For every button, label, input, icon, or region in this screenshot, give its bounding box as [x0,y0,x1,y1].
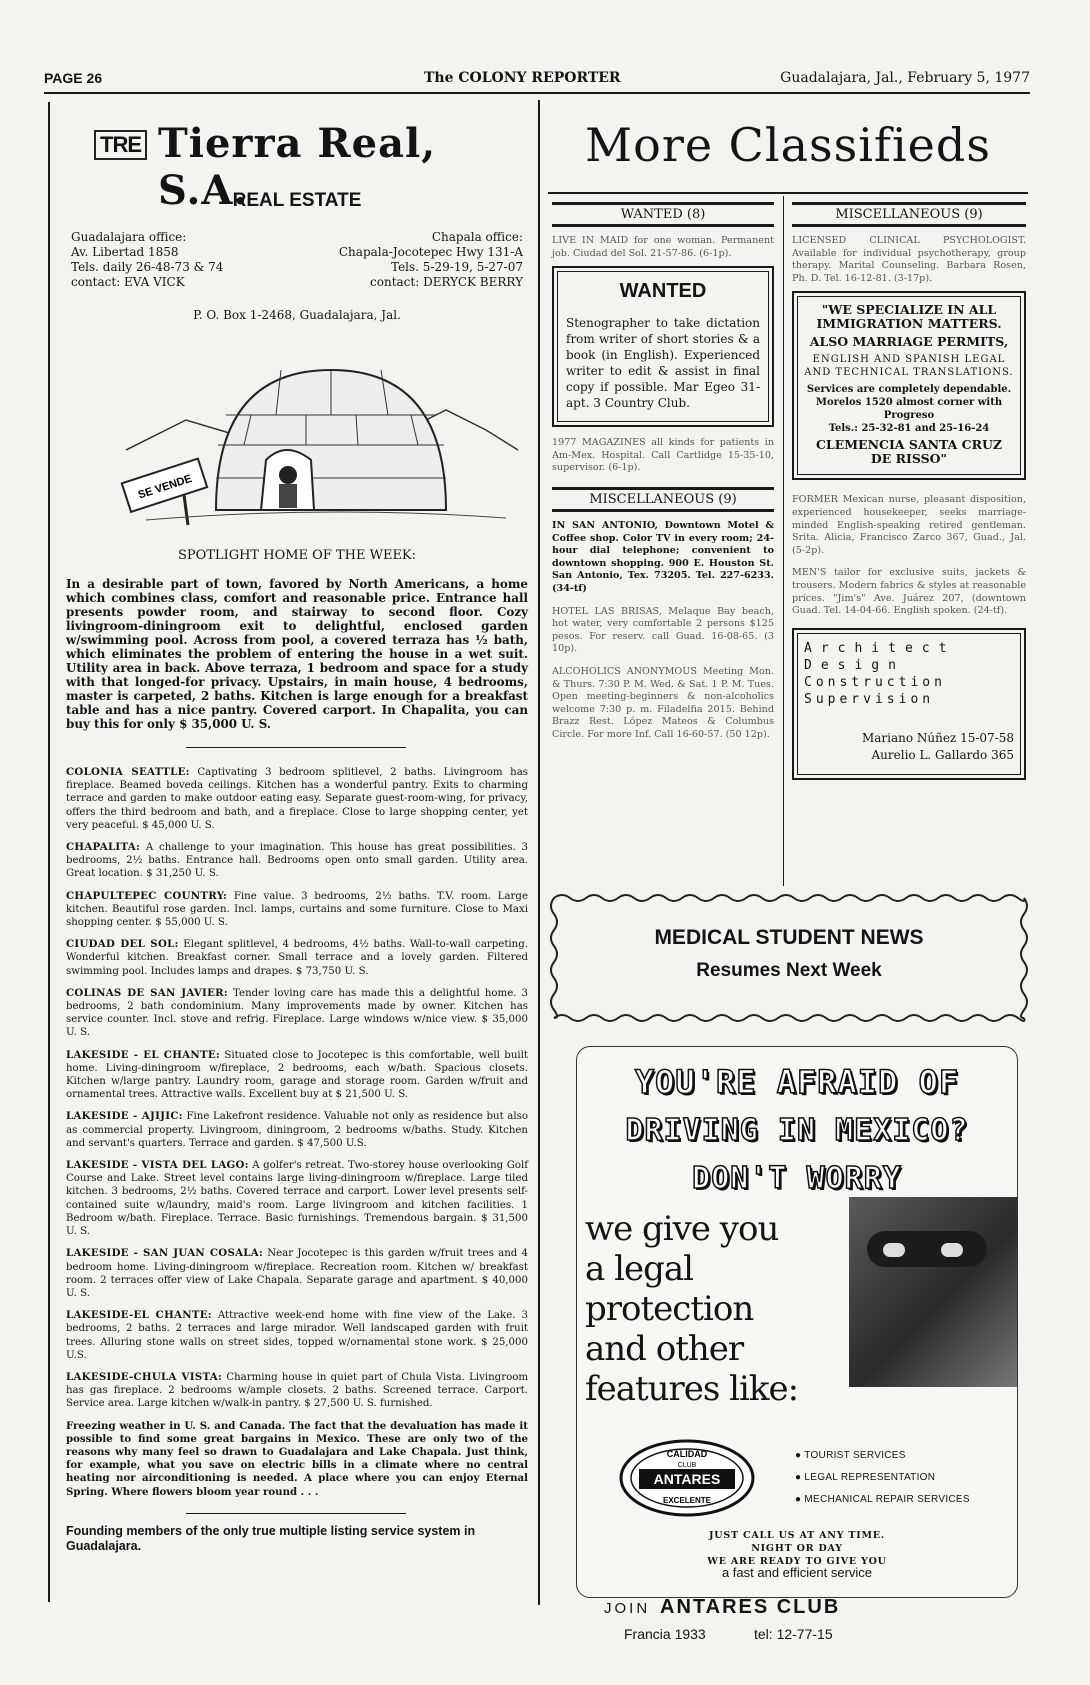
spotlight-title: SPOTLIGHT HOME OF THE WEEK: [177,548,417,563]
ad-headline-1: YOU'RE AFRAID OF [634,1063,960,1101]
immigration-line2: ALSO MARRIAGE PERMITS, [809,334,1009,350]
ad-body-line4: and other [585,1329,744,1369]
chapala-office-contact: contact: DERYCK BERRY [370,275,523,289]
ad-body-line3: protection [585,1289,754,1329]
antares-ad [576,1046,1018,1598]
ad-alcoholics-anonymous: ALCOHOLICS ANONYMOUS Meeting Mon. & Thurs. 7:30 P. M. Wed. & Sat. 1 P. M. Tues. Open meeting-beginners & non-alcoholics welcome 7:30 p. m. Filadelfia 2015. Behind Brazz Rest. López Mateos & Columbus Circle. For more Inf. Call 16-60-57. (50 12p). [552,665,774,740]
ad-body-line5: features like: [585,1369,799,1409]
chapala-office-address: Chapala-Jocotepec Hwy 131-A [338,245,523,259]
architect-line1: Architect [804,640,956,656]
feature-item: ● LEGAL REPRESENTATION [795,1472,936,1483]
listing: CHAPULTEPEC COUNTRY: Fine value. 3 bedrooms, 2½ baths. T.V. room. Large kitchen. Beautiful rose garden. Incl. lamps, curtains and some furniture. Close to Maxi shopping center. $ 55,000 U. S. [66,889,528,929]
gdl-office-address: Av. Libertad 1858 [71,245,179,259]
left-border [48,102,58,1602]
classifieds-title: More Classifieds [585,118,991,172]
listing: LAKESIDE - EL CHANTE: Situated close to Jocotepec is this comfortable, well built home. Living-diningroom w/fireplace, 2 bedrooms, each w/bath. Spacious closets. Kitchen w/large pantry. Laundry room, garage and storage room. Garden w/fruit and ornamental trees. Attractive walls. Excellent buy at $ 21,500 U. S. [66,1048,529,1101]
page-number: PAGE 26 [44,70,103,86]
ad-body-line2: a legal [585,1249,693,1289]
ad-magazines: 1977 MAGAZINES all kinds for patients in Am-Mex. Hospital. Call Cartlidge 15-35-10, supervisor. (6-1p). [552,437,774,474]
medical-news-subtitle: Resumes Next Week [696,960,882,981]
badge-club-text: CLUB [677,1462,697,1469]
ad-telephone: tel: 12-77-15 [754,1626,833,1642]
column-divider [538,100,540,1605]
listing: LAKESIDE - SAN JUAN COSALA: Near Jocotepec is this garden w/fruit trees and 4 bedroom home. Living-diningroom w/fireplace. Recreation room. Kitchen w/ breakfast room. 2 terraces offer view of Lake Chapala. Separate garage and apartment. $ 40,000 U. S. [66,1247,528,1299]
badge-bottom-text: EXCELENTE [662,1496,712,1505]
antares-badge [617,1437,757,1519]
spotlight-divider [186,747,406,748]
freezing-paragraph: Freezing weather in U. S. and Canada. The fact that the devaluation has made it possible to find some great bargains in Mexico. These are only two of the reasons why many feel so drawn to Guadalajara and Lake Chapala. Just think, for example, what you save on electric bills in a climate where no central heating nor airconditioning is needed. A place where you can enjoy Eternal Spring. Where flowers bloom year round . . . [66,1419,528,1498]
listing: CIUDAD DEL SOL: Elegant splitlevel, 4 bedrooms, 4½ baths. Wall-to-wall carpeting. Wonderful kitchen. Breakfast corner. Small terrace and a lovely garden. Filtered swimming pool. Includes lamps and drapes. $ 73,750 U. S. [66,938,528,977]
medical-news-title: MEDICAL STUDENT NEWS [654,926,924,949]
immigration-line4: Services are completely dependable. [806,384,1012,396]
cta-line2: NIGHT OR DAY [751,1543,843,1554]
wanted-box-title: WANTED [619,280,707,303]
office-block [66,230,528,338]
immigration-line7: CLEMENCIA SANTA CRUZ DE RISSO" [815,437,1003,467]
header-rule [44,92,1030,94]
paper-name: The COLONY REPORTER [424,70,621,86]
ad-licensed-psychologist: LICENSED CLINICAL PSYCHOLOGIST. Available for individual psychotherapy, group therapy. Marital Counseling. Barbara Rosen, Ph. D. Tel. 16-12-81. (3-17p). [792,235,1026,284]
badge-name-text: ANTARES [653,1471,721,1487]
company-logo: TRE [94,130,147,160]
listings [66,766,528,1499]
ad-cta [577,1529,1017,1568]
wanted-box-text: Stenographer to take dictation from writer of short stories & a book (in English). Experienced writer to edit & assist in final copy if possible. Mar Egeo 31-apt. 3 Country Club. [566,316,760,411]
gdl-office-contact: contact: EVA VICK [71,275,185,289]
listing: LAKESIDE - VISTA DEL LAGO: A golfer's retreat. Two-storey house overlooking Golf Course and Lake. Street level contains large living-diningroom w/fireplace. Large tiled kitchen. 3 bedrooms, 2½ baths. Covered terrace and carport. Lower level presents self-contained suite w/laundry, maid's room. Large livingroom and kitchen facilities. 1 Bedroom w/bath. Fireplace. Terrace. Basic furnishings. Tremendous bargain. $ 31,500 U. S. [66,1159,528,1238]
listing: LAKESIDE - AJIJIC: Fine Lakefront residence. Valuable not only as residence but also as commercial property. Livingroom, diningroom, 2 bedrooms w/baths. Study. Kitchen and servant's quarters. Terrace and garden. $ 47,500 U.S. [66,1110,528,1149]
gdl-office-label: Guadalajara office: [71,230,187,244]
ad-live-in-maid: LIVE IN MAID for one woman. Permanent job. Ciudad del Sol. 21-57-86. (6-1p). [552,235,774,259]
ad-las-brisas: HOTEL LAS BRISAS, Melaque Bay beach, hot water, very comfortable 2 persons $125 pesos. For reserv. call Guad. 16-08-65. (3 10p). [552,605,774,655]
badge-top-text: CALIDAD [666,1449,708,1459]
immigration-line6: Tels.: 25-32-81 and 25-16-24 [828,423,990,435]
dateline: Guadalajara, Jal., February 5, 1977 [780,70,1030,86]
listing: COLINAS DE SAN JAVIER: Tender loving care has made this a delightful home. 3 bedrooms, 2 bath condominium. Many improvements made by owner. Kitchen has service counter. Incl. stove and refrig. Fireplace. Large windows w/nice view. $ 35,000 U. S. [66,986,528,1039]
chapala-office-label: Chapala office: [431,230,523,244]
listing: LAKESIDE-CHULA VISTA: Charming house in quiet part of Chula Vista. Livingroom has gas fireplace. 2 bedrooms w/ample closets. 2 baths. Screened terrace. Carport. Service area. Large kitchen w/walk-in pantry. $ 27,500 U. S. furnished. [66,1370,529,1410]
ad-features [795,1445,970,1511]
title-rule [548,192,1028,194]
wanted-box [552,266,774,427]
misc-header: MISCELLANEOUS (9) [792,202,1026,227]
cta-line4: a fast and efficient service [721,1565,873,1580]
immigration-box [792,291,1026,480]
listing: CHAPALITA: A challenge to your imagination. This house has great possibilities. 3 bedrooms, 2½ baths. Entrance hall. Bedrooms open onto small garden. Utility area. Great location. $ 31,250 U. S. [66,841,528,880]
sub-column-b [792,202,1026,780]
listing: COLONIA SEATTLE: Captivating 3 bedroom splitlevel, 2 baths. Livingroom has fireplace. Beamed boveda ceilings. Kitchen has a wonderful pantry. Exits to charming terrace and garden to make outdoor eating easy. Separate guest-room-wing, for privacy, offers the third bedroom and bath, and a fireplace. Close to large shopping center, yet very peaceful. $ 45,000 U. S. [66,766,528,831]
ad-body-line1: we give you [585,1209,779,1249]
misc-header-2: MISCELLANEOUS (9) [552,487,774,512]
ad-headline-3: DON'T WORRY [692,1161,902,1196]
architect-box [792,628,1026,780]
po-box: P. O. Box 1-2468, Guadalajara, Jal. [193,308,401,322]
immigration-line5: Morelos 1520 almost corner with Progreso [815,397,1003,422]
founding-divider [186,1513,406,1514]
architect-name2: Aurelio L. Gallardo 365 [871,747,1014,762]
architect-line3: Construction [804,674,946,690]
ad-body [585,1209,798,1409]
igloo-illustration [66,340,528,536]
antares-club-name: ANTARES CLUB [660,1596,841,1618]
join-label: JOIN [604,1600,651,1617]
for-sale-sign-text: SE VENDE [136,472,194,502]
cta-line3: WE ARE READY TO GIVE YOU [707,1556,887,1567]
cta-line1: JUST CALL US AT ANY TIME. [708,1530,886,1541]
feature-item: ● TOURIST SERVICES [795,1450,906,1461]
spotlight-text: In a desirable part of town, favored by North Americans, a home which combines class, comfort and reasonable price. Entrance hall presents powder room, and stairway to second floor. Cozy livingroom-diningroom exit to delightful, enclosed garden w/swimming pool. Across from pool, a covered terraza has ½ bath, which eliminates the problem of entering the house in a wet suit. Utility area in back. Above terraza, 1 bedroom and space for a study with that longed-for privacy. Upstairs, in main house, 4 bedrooms, master is carpeted, 2 baths. Kitchen is large enough for a breakfast table and has a nice pantry. Covered carport. In Chapalita, you can buy this for only $ 35,000 U. S. [66,577,528,731]
sub-column-a [552,202,774,741]
ad-former-nurse: FORMER Mexican nurse, pleasant disposition, experienced housekeeper, seeks marriage-minded English-speaking retired gentleman. Srita. Alicia, Francisco Zarco 367, Guad., Jal. (5-2p). [792,494,1026,556]
architect-line4: Supervision [804,691,935,707]
sub-column-divider [783,196,784,886]
architect-name1: Mariano Núñez 15-07-58 [861,730,1014,745]
founding-note: Founding members of the only true multiple listing service system in Guadalajara. [66,1523,476,1553]
gdl-office-tels: Tels. daily 26-48-73 & 74 [71,260,224,274]
immigration-line3: ENGLISH AND SPANISH LEGAL AND TECHNICAL TRANSLATIONS. [804,354,1014,379]
listing: LAKESIDE-EL CHANTE: Attractive week-end home with fine view of the Lake. 3 bedrooms, 2 baths. 2 terraces and large mirador. Well landscaped garden with fruit trees. Alluring stone walls on street sides, topped w/ornamental stone work. $ 25,000 U.S. [66,1309,528,1361]
page-header [44,70,1030,92]
ad-mens-tailor: MEN'S tailor for exclusive suits, jackets & trousers. Modern fabrics & styles at reasonable prices. "Jim's" Ave. Juárez 207, (downtown Guad. Tel. 14-04-66. English spoken. (24-tf). [792,567,1026,617]
wanted-header: WANTED (8) [552,202,774,227]
immigration-line1: "WE SPECIALIZE IN ALL IMMIGRATION MATTERS. [816,302,1002,332]
feature-item: ● MECHANICAL REPAIR SERVICES [795,1494,970,1505]
ad-san-antonio: IN SAN ANTONIO, Downtown Motel & Coffee shop. Color TV in every room; 24-hour dial telephone; convenient to downtown shopping. 900 E. Houston St. San Antonio, Tex. 73205. Tel. 227-6233. (34-tf) [552,519,774,594]
company-name: Tierra Real, S.A. [158,120,437,214]
real-estate-title: REAL ESTATE [232,190,362,211]
ad-address: Francia 1933 [624,1626,706,1642]
ad-photo [849,1197,1017,1387]
ad-headline-2: DRIVING IN MEXICO? [625,1113,969,1148]
tierra-real-ad [66,118,528,1554]
architect-line2: Design [804,657,905,673]
medical-news-border [548,892,1030,1024]
chapala-office-tels: Tels. 5-29-19, 5-27-07 [391,260,523,274]
